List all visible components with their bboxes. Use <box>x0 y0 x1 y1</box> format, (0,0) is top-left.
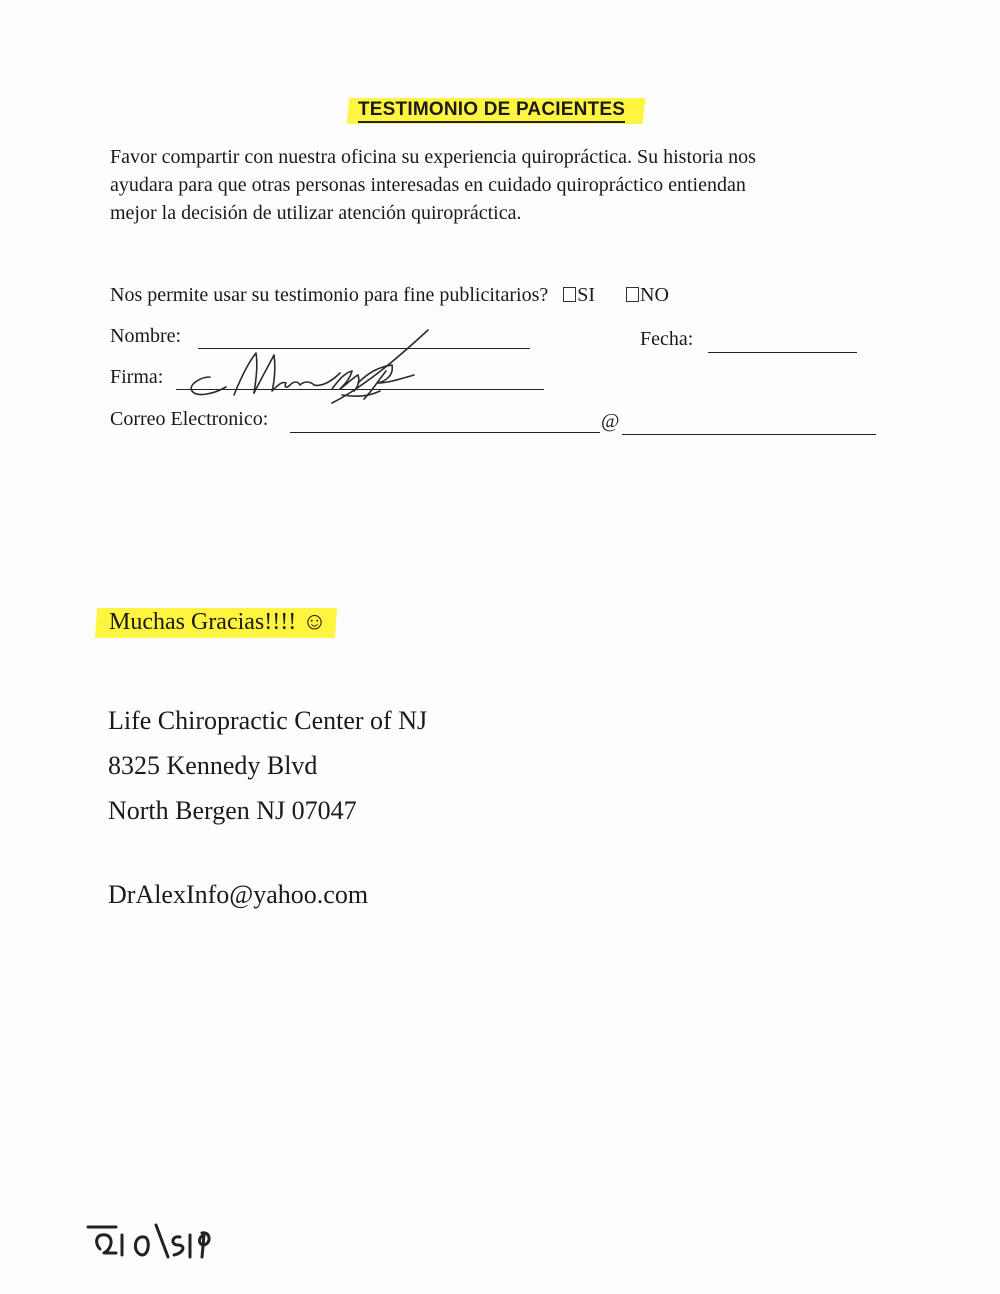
email-label: Correo Electronico: <box>110 408 269 430</box>
checkbox-yes[interactable] <box>563 287 576 302</box>
option-no-label: NO <box>640 284 669 306</box>
intro-line: Favor compartir con nuestra oficina su experiencia quiropráctica. Su historia nos <box>110 146 756 168</box>
intro-line: mejor la decisión de utilizar atención quiropráctica. <box>110 202 522 224</box>
checkbox-no[interactable] <box>626 287 639 302</box>
contact-email: DrAlexInfo@yahoo.com <box>108 880 369 909</box>
address-line: 8325 Kennedy Blvd <box>108 751 318 780</box>
permission-question: Nos permite usar su testimonio para fine publicitarios? <box>110 284 549 306</box>
thanks-block <box>96 606 356 642</box>
email-user-field[interactable] <box>290 432 600 433</box>
intro-line: ayudara para que otras personas interesadas en cuidado quiropráctico entiendan <box>110 174 746 196</box>
email-at-sign: @ <box>601 410 620 432</box>
option-no[interactable] <box>626 284 669 307</box>
date-label: Fecha: <box>640 328 694 350</box>
name-label: Nombre: <box>110 325 182 347</box>
thanks-text: Muchas Gracias!!!! ☺ <box>109 609 327 635</box>
form-title-block <box>348 98 648 126</box>
option-yes[interactable] <box>563 284 595 307</box>
signature-label: Firma: <box>110 366 164 388</box>
intro-paragraph <box>110 143 870 227</box>
handwritten-date-note <box>86 1205 216 1265</box>
permission-question-row <box>110 284 669 307</box>
date-field[interactable] <box>708 352 857 353</box>
address-line: Life Chiropractic Center of NJ <box>108 706 428 735</box>
email-domain-field[interactable] <box>622 434 876 435</box>
form-title: TESTIMONIO DE PACIENTES <box>358 100 625 123</box>
office-address <box>108 698 427 833</box>
handwritten-signature <box>182 325 442 410</box>
address-line: North Bergen NJ 07047 <box>108 796 357 825</box>
option-yes-label: SI <box>577 284 596 306</box>
